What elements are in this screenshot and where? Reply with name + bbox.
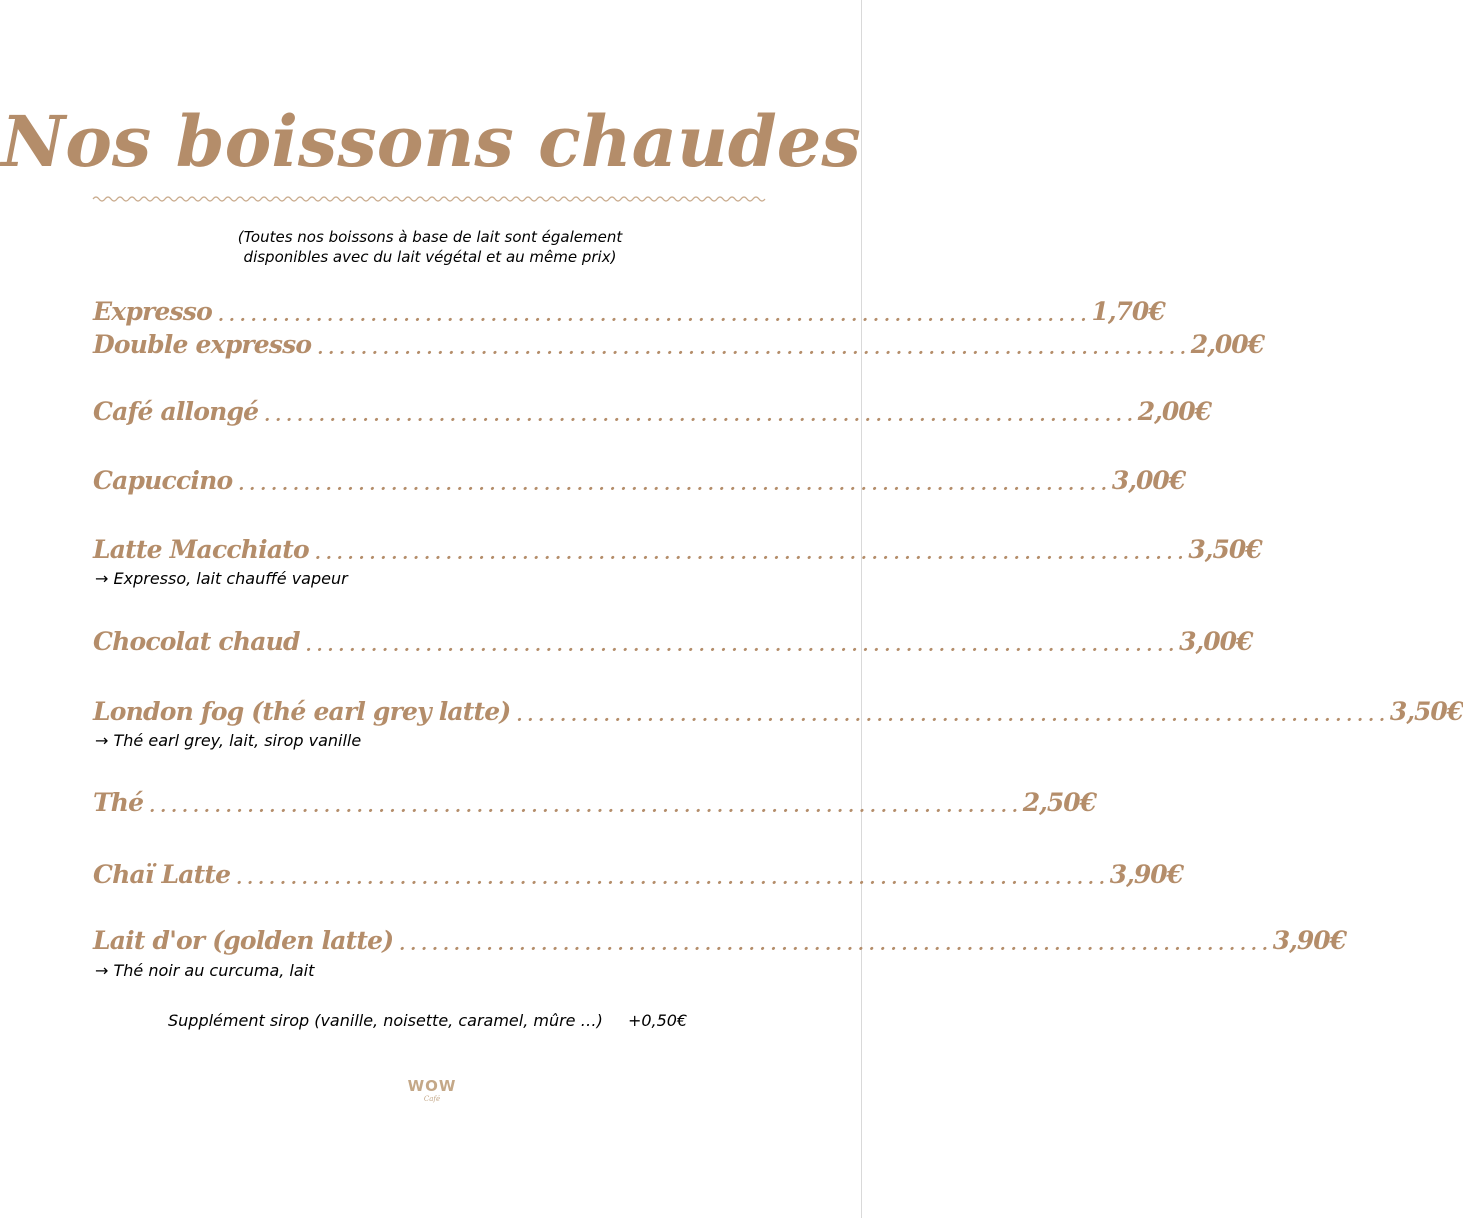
- menu-item-capuccino: [93, 463, 1186, 499]
- menu-item-chocolat-chaud: [93, 624, 1253, 660]
- milk-notice: [160, 227, 700, 267]
- item-name: Capuccino: [93, 466, 233, 495]
- dot-leader: ................................................................................: [305, 636, 1180, 656]
- dot-leader: ................................................................................: [264, 406, 1138, 426]
- item-name: Thé: [93, 788, 144, 817]
- item-name: Double expresso: [93, 330, 312, 359]
- arrow-icon: →: [95, 731, 109, 750]
- supplement-price: +0,50€: [627, 1011, 688, 1030]
- dot-leader: ................................................................................: [516, 706, 1390, 726]
- arrow-icon: →: [95, 961, 109, 980]
- menu-item-chai-latte: [93, 857, 1184, 893]
- dot-leader: ................................................................................: [314, 544, 1189, 564]
- dot-leader: ................................................................................: [217, 306, 1092, 326]
- item-description-lait-d-or: [95, 961, 695, 981]
- dot-leader: ................................................................................: [149, 797, 1023, 817]
- logo-mark: WOW: [407, 1077, 457, 1095]
- item-description-london-fog: [95, 731, 695, 751]
- milk-notice-line-1: (Toutes nos boissons à base de lait sont également: [237, 228, 623, 246]
- menu-item-london-fog: [93, 694, 1463, 730]
- menu-item-expresso: [93, 294, 1165, 330]
- dot-leader: ................................................................................: [399, 935, 1273, 955]
- item-price: 3,90€: [1272, 926, 1347, 955]
- item-price: 2,00€: [1190, 330, 1265, 359]
- dot-leader: ................................................................................: [236, 869, 1110, 889]
- page-title: Nos boissons chaudes: [1, 100, 861, 183]
- menu-item-double-expresso: [93, 327, 1265, 363]
- item-name: Latte Macchiato: [93, 535, 309, 564]
- item-price: 3,90€: [1109, 860, 1184, 889]
- description-text: Thé noir au curcuma, lait: [113, 961, 315, 980]
- item-name: Chaï Latte: [93, 860, 231, 889]
- syrup-supplement: [168, 1011, 728, 1031]
- item-name: Chocolat chaud: [93, 627, 300, 656]
- item-price: 3,50€: [1389, 697, 1463, 726]
- cafe-logo: [404, 1078, 460, 1118]
- milk-notice-line-2: disponibles avec du lait végétal et au même prix): [243, 248, 617, 266]
- logo-subtitle: Café: [423, 1095, 441, 1103]
- item-price: 2,50€: [1022, 788, 1097, 817]
- item-price: 3,00€: [1111, 466, 1186, 495]
- item-name: Expresso: [93, 297, 212, 326]
- item-name: Café allongé: [93, 397, 259, 426]
- menu-item-lait-d-or: [93, 923, 1347, 959]
- supplement-label: Supplément sirop (vanille, noisette, caramel, mûre …): [168, 1011, 603, 1030]
- item-price: 1,70€: [1091, 297, 1165, 326]
- dot-leader: ................................................................................: [317, 339, 1191, 359]
- item-description-latte-macchiato: [95, 569, 695, 589]
- item-name: London fog (thé earl grey latte): [93, 697, 511, 726]
- description-text: Thé earl grey, lait, sirop vanille: [113, 731, 362, 750]
- dot-leader: ................................................................................: [238, 475, 1112, 495]
- title-divider: [93, 193, 765, 205]
- item-price: 2,00€: [1137, 397, 1212, 426]
- arrow-icon: →: [95, 569, 109, 588]
- menu-item-cafe-allonge: [93, 394, 1212, 430]
- menu-item-latte-macchiato: [93, 532, 1262, 568]
- item-price: 3,00€: [1179, 627, 1253, 656]
- menu-item-the: [93, 785, 1097, 821]
- item-price: 3,50€: [1188, 535, 1262, 564]
- description-text: Expresso, lait chauffé vapeur: [113, 569, 348, 588]
- item-name: Lait d'or (golden latte): [93, 926, 394, 955]
